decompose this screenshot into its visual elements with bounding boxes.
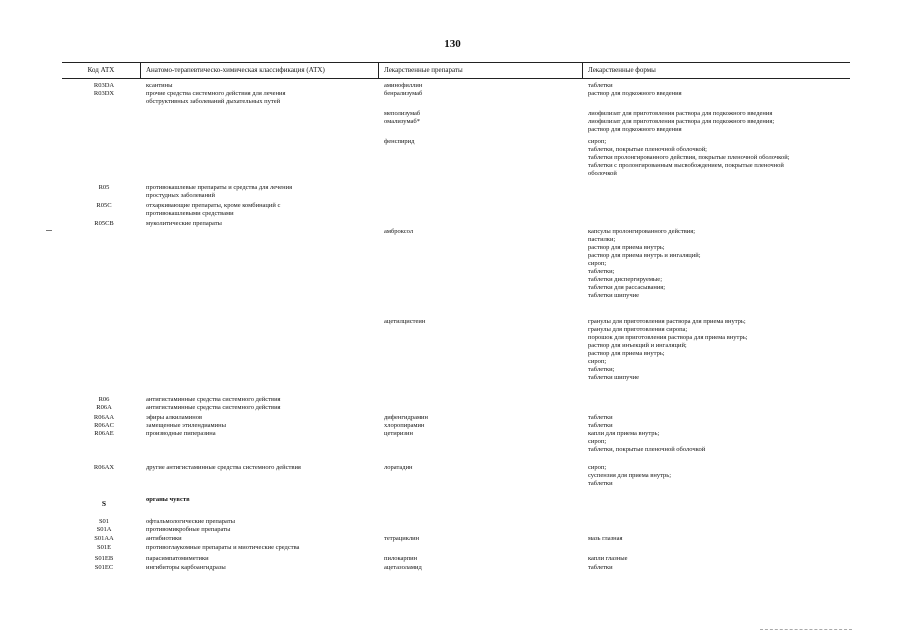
atc-class: антигистаминные средства системного действия [146, 404, 281, 411]
drug-name: фенспирид [384, 138, 415, 145]
drug-name: омализумаб* [384, 118, 420, 125]
atc-class: противокашлевыми средствами [146, 210, 234, 217]
dosage-form: порошок для приготовления раствора для приема внутрь; [588, 334, 748, 341]
dosage-form: сироп; [588, 464, 607, 471]
atc-code: S01EC [94, 564, 114, 571]
dosage-form: таблетки [588, 422, 613, 429]
table-top-rule [62, 62, 850, 63]
dosage-form: таблетки; [588, 268, 615, 275]
atc-class: другие антигистаминные средства системного действия [146, 464, 301, 471]
atc-code: R05 [98, 184, 110, 191]
drug-name: хлоропирамин [384, 422, 425, 429]
atc-class: ингибиторы карбоангидразы [146, 564, 226, 571]
dosage-form: капли глазные [588, 555, 628, 562]
drug-name: ацетазоламид [384, 564, 422, 571]
dosage-form: сироп; [588, 358, 607, 365]
atc-code: S01 [98, 518, 110, 525]
atc-code: R06AA [93, 414, 115, 421]
drug-name: меполизумаб [384, 110, 421, 117]
atc-class: ксантины [146, 82, 173, 89]
dosage-form: лиофилизат для приготовления раствора для подкожного введения; [588, 118, 775, 125]
dosage-form: раствор для приема внутрь; [588, 244, 665, 251]
dosage-form: сироп; [588, 438, 607, 445]
dosage-form: таблетки шипучие [588, 374, 640, 381]
atc-class: отхаркивающие препараты, кроме комбинаций с [146, 202, 281, 209]
page-number: 130 [444, 38, 461, 50]
dosage-form: капли для приема внутрь; [588, 430, 660, 437]
header-drugs: Лекарственные препараты [384, 66, 463, 74]
dosage-form: сироп; [588, 138, 607, 145]
dosage-form: таблетки [588, 564, 613, 571]
margin-mark [46, 230, 52, 231]
atc-class: прочие средства системного действия для лечения [146, 90, 286, 97]
atc-code: S01AA [94, 535, 114, 542]
dosage-form: суспензия для приема внутрь; [588, 472, 672, 479]
dosage-form: капсулы пролонгированного действия; [588, 228, 696, 235]
dosage-form: таблетки диспергируемые; [588, 276, 662, 283]
dosage-form: гранулы для приготовления сиропа; [588, 326, 688, 333]
atc-code: S01EB [94, 555, 114, 562]
drug-name: ацетилцистеин [384, 318, 426, 325]
dosage-form: лиофилизат для приготовления раствора для подкожного введения [588, 110, 773, 117]
atc-class: противокашлевые препараты и средства для лечения [146, 184, 293, 191]
dosage-form: гранулы для приготовления раствора для приема внутрь; [588, 318, 746, 325]
atc-class: простудных заболеваний [146, 192, 216, 199]
atc-code: R06 [98, 396, 110, 403]
dosage-form: раствор для подкожного введения [588, 126, 682, 133]
atc-class: эфиры алкиламинов [146, 414, 203, 421]
atc-code: R03DA [93, 82, 115, 89]
atc-class: обструктивных заболеваний дыхательных путей [146, 98, 281, 105]
atc-code: R06AX [93, 464, 115, 471]
header-forms: Лекарственные формы [588, 66, 656, 74]
drug-name: пилокарпин [384, 555, 418, 562]
drug-name: лоратадин [384, 464, 413, 471]
header-classification: Анатомо-терапевтическо-химическая классификация (АТХ) [146, 66, 325, 74]
atc-class: муколитические препараты [146, 220, 222, 227]
dosage-form: таблетки [588, 82, 613, 89]
drug-name: аминофиллин [384, 82, 423, 89]
dosage-form: таблетки, покрытые пленочной оболочкой; [588, 146, 707, 153]
drug-name: амброксол [384, 228, 414, 235]
atc-code: R06AE [94, 430, 114, 437]
dosage-form: мазь глазная [588, 535, 623, 542]
dosage-form: сироп; [588, 260, 607, 267]
atc-class: производные пиперазина [146, 430, 216, 437]
dosage-form: раствор для приема внутрь; [588, 350, 665, 357]
column-divider [140, 62, 141, 78]
atc-code: S01E [96, 544, 112, 551]
drug-name: цетиризин [384, 430, 413, 437]
drug-name: тетрациклин [384, 535, 420, 542]
dosage-form: таблетки шипучие [588, 292, 640, 299]
atc-class: противоглаукомные препараты и миотические средства [146, 544, 300, 551]
dosage-form: раствор для инъекций и ингаляций; [588, 342, 687, 349]
dosage-form: таблетки с пролонгированным высвобождением, покрытые пленочной [588, 162, 784, 169]
drug-name: бенрализумаб [384, 90, 423, 97]
drug-name: дифенгидрамин [384, 414, 429, 421]
atc-code: R05CB [94, 220, 114, 227]
atc-class: антигистаминные средства системного действия [146, 396, 281, 403]
table-header-rule [62, 78, 850, 79]
atc-code: R06A [96, 404, 112, 411]
column-divider [582, 62, 583, 78]
atc-class: замещенные этилендиамины [146, 422, 226, 429]
dosage-form: таблетки, покрытые пленочной оболочкой [588, 446, 706, 453]
dosage-form: пастилки; [588, 236, 616, 243]
dosage-form: таблетки [588, 414, 613, 421]
column-divider [378, 62, 379, 78]
scan-artifact [760, 629, 852, 630]
dosage-form: раствор для приема внутрь и ингаляций; [588, 252, 701, 259]
dosage-form: оболочкой [588, 170, 617, 177]
atc-class: антибиотики [146, 535, 182, 542]
dosage-form: таблетки [588, 480, 613, 487]
header-code: Код АТХ [87, 66, 115, 74]
dosage-form: таблетки; [588, 366, 615, 373]
dosage-form: таблетки пролонгированного действия, покрытые пленочной оболочкой; [588, 154, 790, 161]
atc-code: R05C [96, 202, 112, 209]
atc-code: R06AC [94, 422, 114, 429]
atc-code: S01A [96, 526, 112, 533]
atc-class: противомикробные препараты [146, 526, 231, 533]
atc-class: офтальмологические препараты [146, 518, 235, 525]
dosage-form: раствор для подкожного введения [588, 90, 682, 97]
atc-class: органы чувств [146, 496, 190, 503]
atc-code: R03DX [93, 90, 115, 97]
atc-code: S [101, 499, 107, 508]
atc-class: парасимпатомиметики [146, 555, 209, 562]
dosage-form: таблетки для рассасывания; [588, 284, 666, 291]
